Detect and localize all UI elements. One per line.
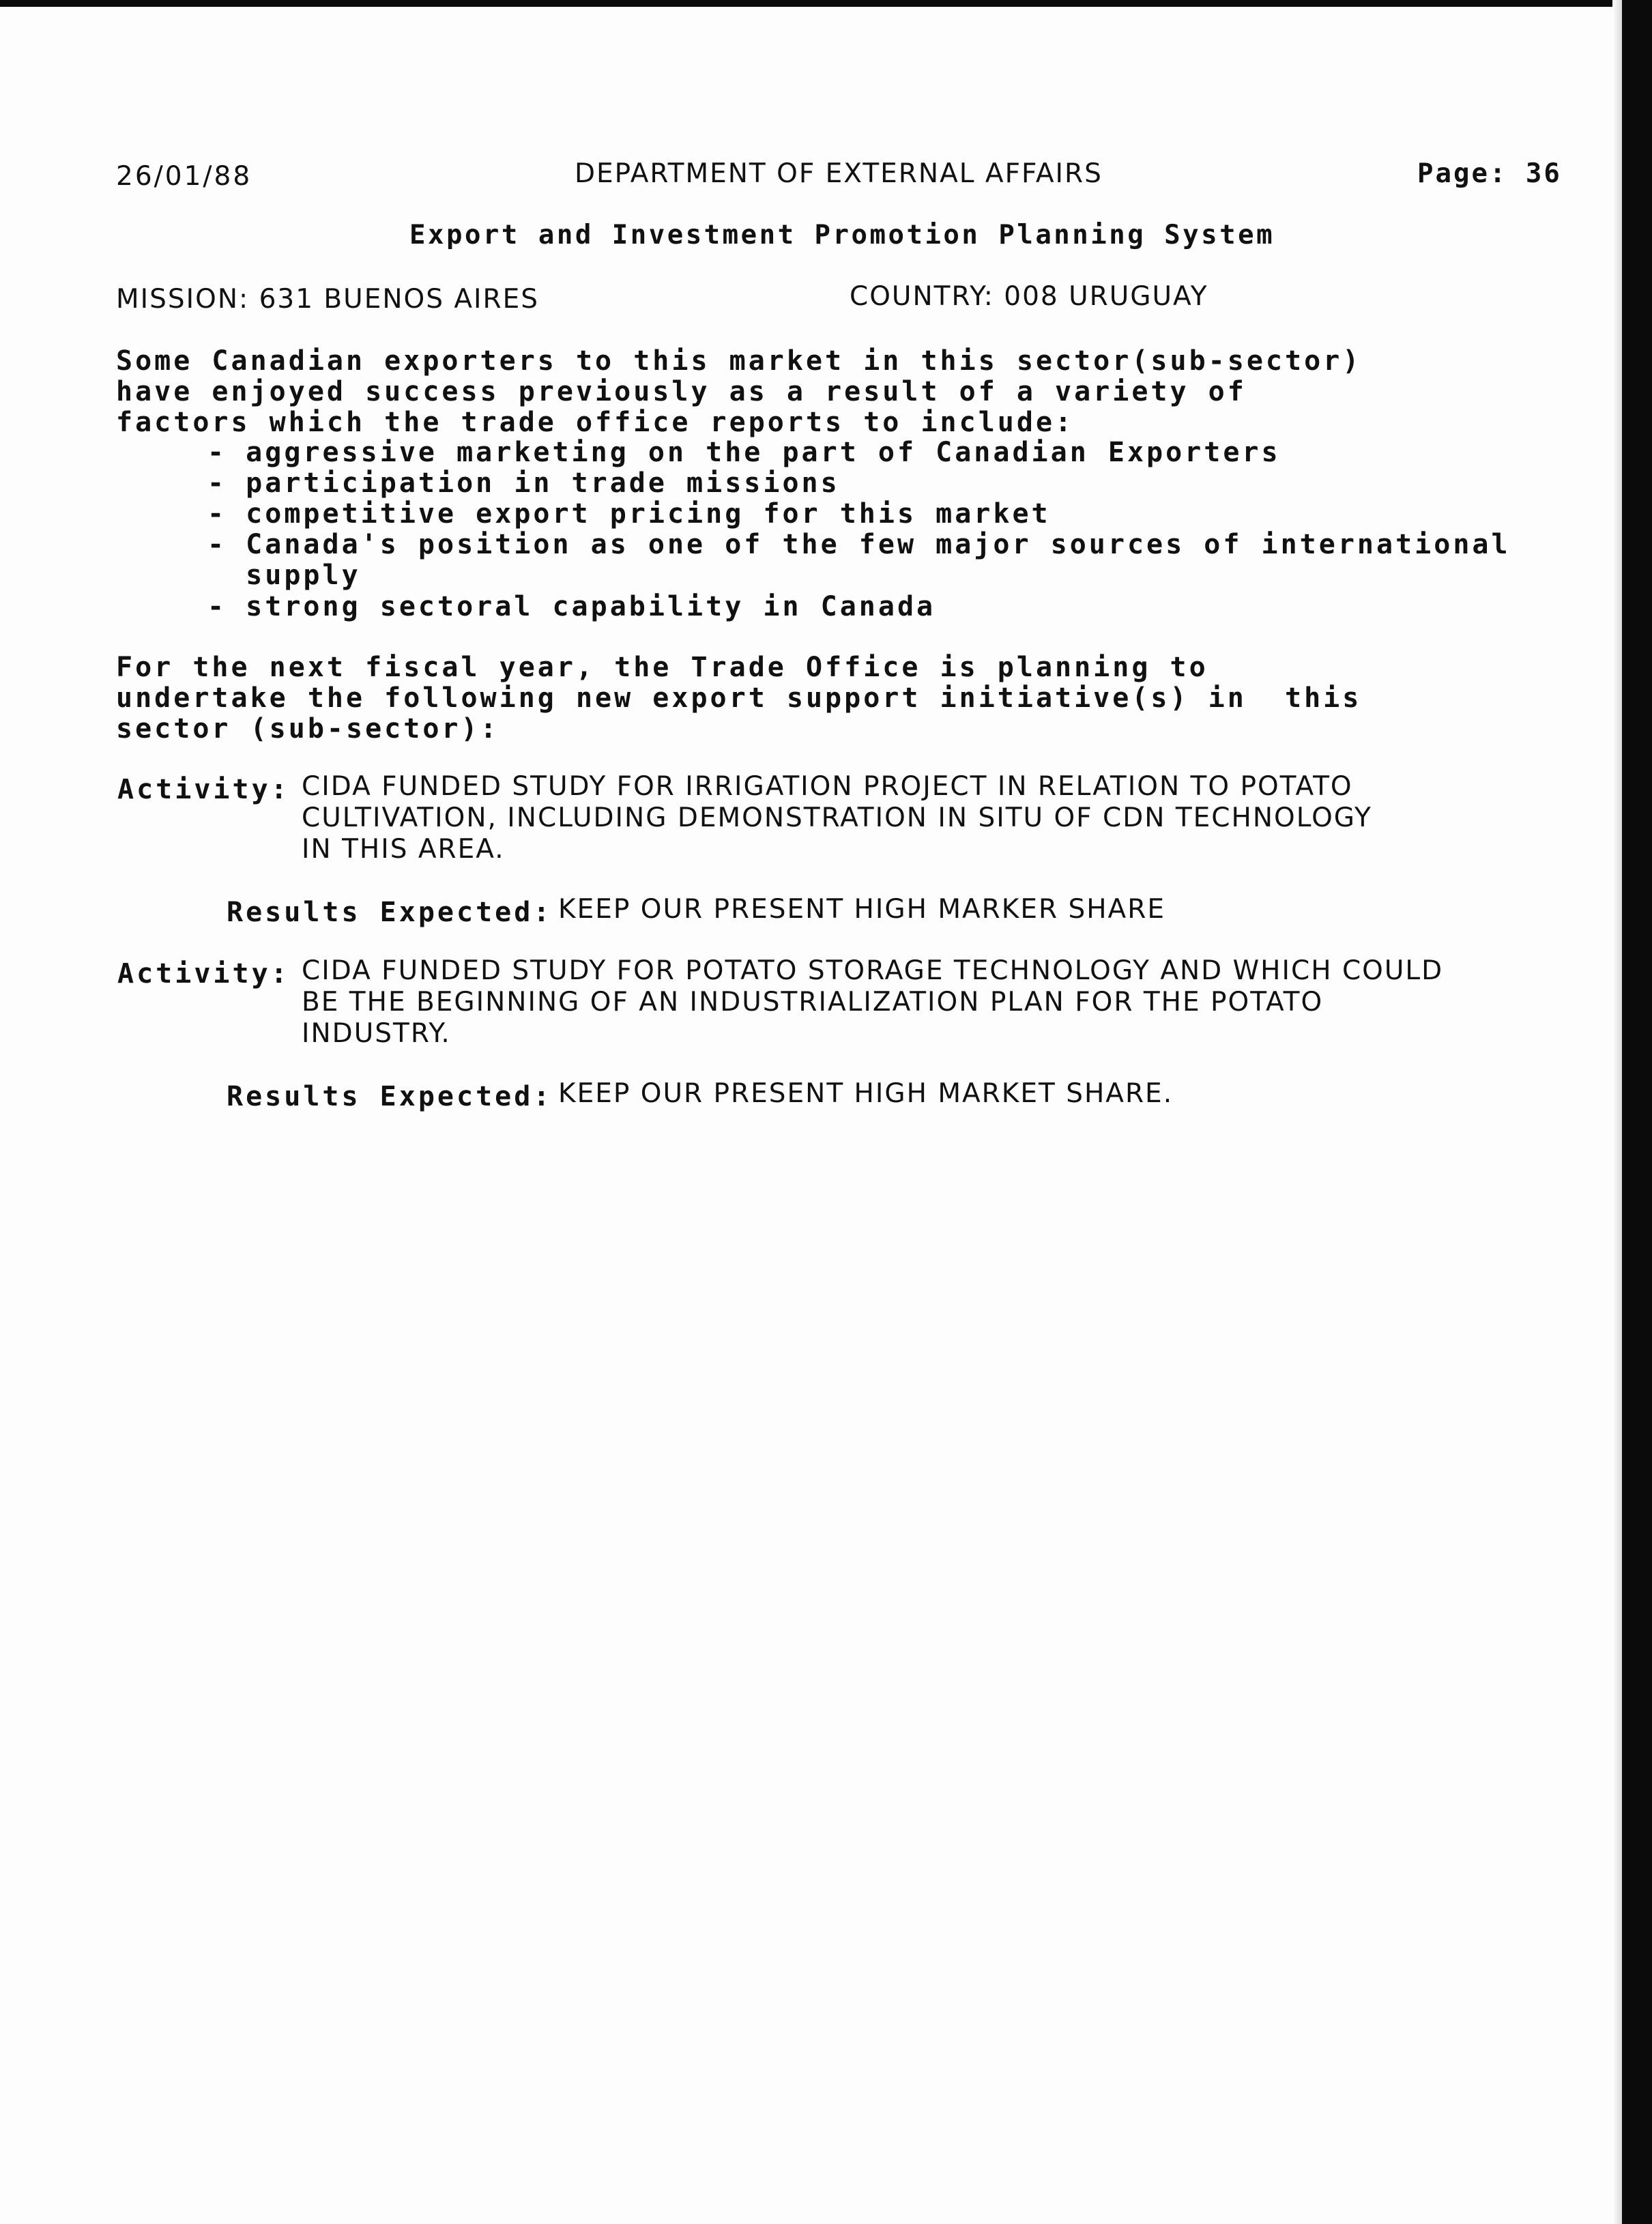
list-item: - participation in trade missions [207, 467, 840, 499]
results-label: Results Expected: [227, 1081, 553, 1112]
activity-line: IN THIS AREA. [302, 834, 505, 865]
activity-line: CULTIVATION, INCLUDING DEMONSTRATION IN SITU OF CDN TECHNOLOGY [302, 803, 1372, 833]
list-item: - aggressive marketing on the part of Canadian Exporters [207, 437, 1281, 468]
results-value: KEEP OUR PRESENT HIGH MARKER SHARE [558, 894, 1165, 925]
plan-line: sector (sub-sector): [116, 713, 499, 745]
intro-line: factors which the trade office reports to include: [116, 407, 1075, 438]
activity-line: CIDA FUNDED STUDY FOR POTATO STORAGE TECHNOLOGY AND WHICH COULD [302, 955, 1444, 986]
list-item: supply [207, 560, 361, 591]
activity-line: INDUSTRY. [302, 1018, 451, 1049]
department-title: DEPARTMENT OF EXTERNAL AFFAIRS [575, 158, 1103, 189]
list-item: - Canada's position as one of the few major sources of international [207, 529, 1511, 560]
scan-right-edge [1622, 0, 1652, 2224]
scan-binding-shadow [1612, 0, 1622, 2224]
activity-label: Activity: [117, 958, 290, 990]
results-label: Results Expected: [227, 897, 553, 928]
list-item: - strong sectoral capability in Canada [207, 591, 936, 622]
activity-line: CIDA FUNDED STUDY FOR IRRIGATION PROJECT IN RELATION TO POTATO [302, 771, 1353, 802]
page-number: Page: 36 [1417, 158, 1562, 189]
scan-top-edge [0, 0, 1652, 7]
country-field: COUNTRY: 008 URUGUAY [850, 281, 1208, 312]
plan-line: undertake the following new export support initiative(s) in this [116, 682, 1362, 714]
intro-line: have enjoyed success previously as a result of a variety of [116, 376, 1247, 407]
plan-line: For the next fiscal year, the Trade Office is planning to [116, 652, 1208, 683]
intro-line: Some Canadian exporters to this market in this sector(sub-sector) [116, 345, 1362, 377]
activity-line: BE THE BEGINNING OF AN INDUSTRIALIZATION PLAN FOR THE POTATO [302, 987, 1324, 1017]
report-date: 26/01/88 [116, 161, 252, 192]
system-title: Export and Investment Promotion Planning System [409, 220, 1275, 250]
mission-field: MISSION: 631 BUENOS AIRES [116, 284, 540, 315]
results-value: KEEP OUR PRESENT HIGH MARKET SHARE. [558, 1078, 1174, 1109]
activity-label: Activity: [117, 774, 290, 805]
list-item: - competitive export pricing for this market [207, 498, 1051, 530]
